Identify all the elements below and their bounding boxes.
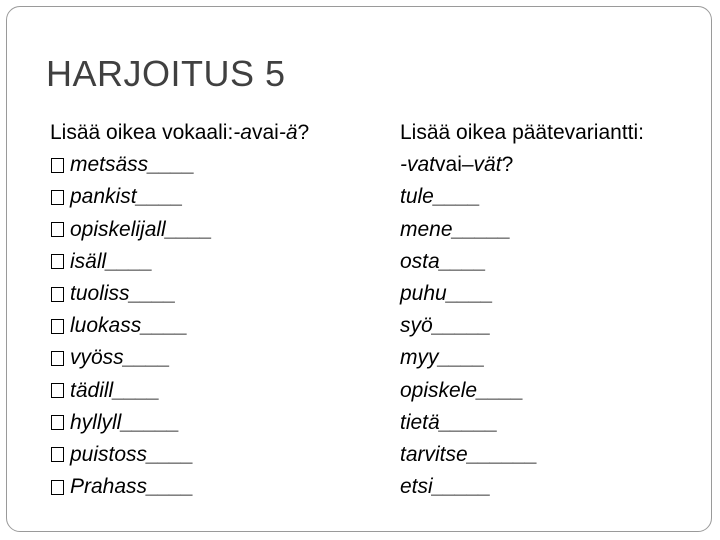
list-item [50, 149, 309, 181]
list-item [50, 278, 309, 310]
page-title: HARJOITUS 5 [46, 53, 286, 94]
list-item [400, 278, 644, 310]
square-bullet-icon [51, 222, 64, 237]
list-item [50, 310, 309, 342]
exercise-word: vyöss____ [70, 346, 171, 370]
exercise-word: myy____ [400, 346, 486, 370]
exercise-word: hyllyll_____ [70, 410, 180, 434]
exercise-word: luokass____ [70, 314, 188, 338]
list-item [50, 375, 309, 407]
square-bullet-icon [51, 158, 64, 173]
exercise-word: puhu____ [400, 281, 494, 305]
exercise-word: metsäss____ [70, 153, 195, 177]
exercise-word: etsi_____ [400, 475, 492, 499]
list-item [400, 375, 644, 407]
vowel-exercise-column [50, 117, 309, 503]
square-bullet-icon [51, 351, 64, 366]
list-item [400, 310, 644, 342]
exercise-word: mene_____ [400, 217, 511, 241]
square-bullet-icon [51, 480, 64, 495]
exercise-word: tietä_____ [400, 410, 499, 434]
list-item [50, 471, 309, 503]
square-bullet-icon [51, 190, 64, 205]
list-item [50, 439, 309, 471]
list-item [400, 439, 644, 471]
exercise-word: isäll____ [70, 249, 153, 273]
square-bullet-icon [51, 383, 64, 398]
list-item [50, 246, 309, 278]
exercise-word: puistoss____ [70, 442, 194, 466]
list-item [400, 181, 644, 213]
ending-exercise-list [400, 181, 644, 503]
exercise-word: Prahass____ [70, 475, 194, 499]
square-bullet-icon [51, 319, 64, 334]
exercise-word: tarvitse______ [400, 442, 538, 466]
exercise-word: pankist____ [70, 185, 184, 209]
square-bullet-icon [51, 415, 64, 430]
exercise-word: opiskele____ [400, 378, 524, 402]
list-item [400, 471, 644, 503]
list-item [400, 214, 644, 246]
vowel-exercise-heading: Lisää oikea vokaali: -a vai -ä ? [50, 121, 310, 144]
exercise-word: tuoliss____ [70, 281, 177, 305]
list-item [50, 214, 309, 246]
exercise-word: syö_____ [400, 314, 492, 338]
exercise-word: tule____ [400, 185, 481, 209]
ending-exercise-subheading: -vat vai –vät ? [400, 153, 514, 177]
exercise-word: osta____ [400, 249, 487, 273]
ending-exercise-heading: Lisää oikea päätevariantti: [400, 121, 644, 144]
ending-exercise-column [400, 117, 644, 503]
list-item [50, 342, 309, 374]
list-item [400, 407, 644, 439]
square-bullet-icon [51, 447, 64, 462]
exercise-word: opiskelijall____ [70, 217, 213, 241]
exercise-word: tädill____ [70, 378, 160, 402]
list-item [400, 246, 644, 278]
list-item [50, 407, 309, 439]
list-item [400, 342, 644, 374]
list-item [50, 181, 309, 213]
square-bullet-icon [51, 287, 64, 302]
vowel-exercise-list [50, 149, 309, 503]
square-bullet-icon [51, 254, 64, 269]
